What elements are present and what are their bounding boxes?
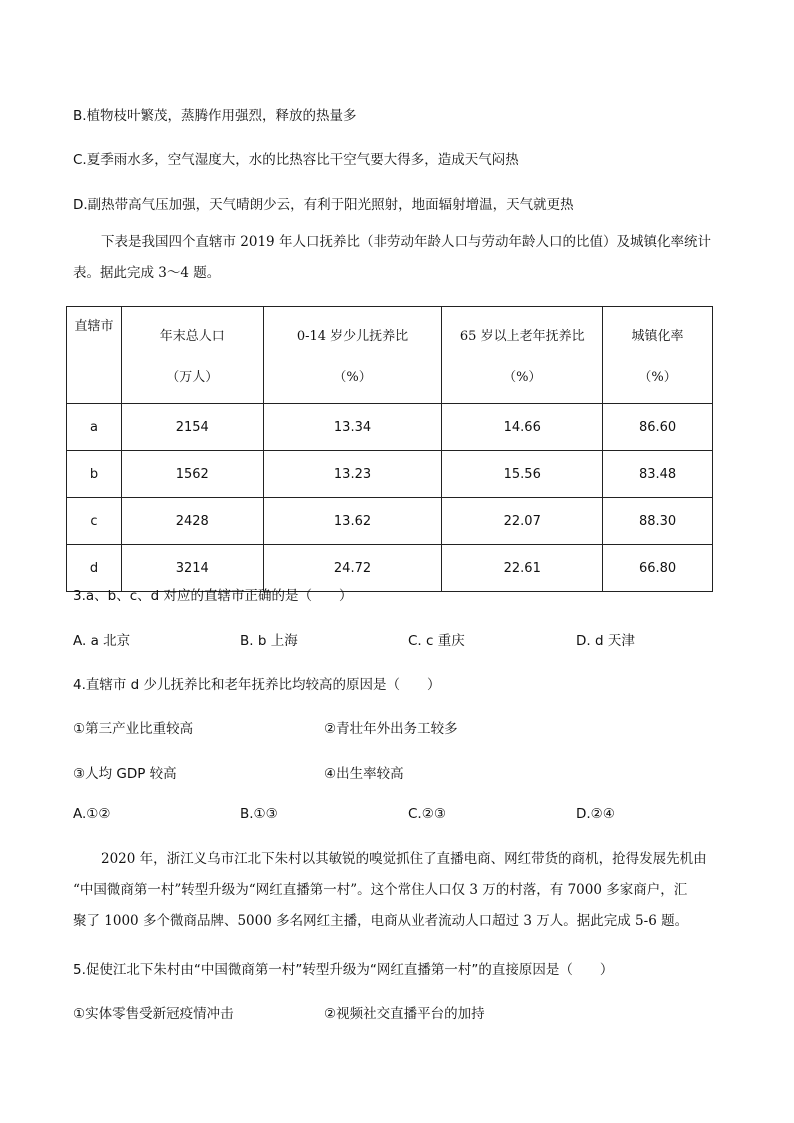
header-urbanization: 城镇化率 （%） <box>603 307 713 404</box>
cell: 86.60 <box>603 404 713 451</box>
cell: b <box>67 451 122 498</box>
q4-statement-4: ④出生率较高 <box>324 766 404 782</box>
cell: 88.30 <box>603 498 713 545</box>
q4-option-a: A.①② <box>73 806 111 822</box>
cell: 13.62 <box>263 498 442 545</box>
cell: 14.66 <box>442 404 603 451</box>
q4-statement-2: ②青壮年外出务工较多 <box>324 721 458 737</box>
cell: a <box>67 404 122 451</box>
intro-5-6-line3: 聚了 1000 多个微商品牌、5000 多名网红主播，电商从业者流动人口超过 3 万人。据此完成 5-6 题。 <box>73 913 689 929</box>
cell: 2154 <box>121 404 263 451</box>
cell: 13.23 <box>263 451 442 498</box>
q4-statement-3: ③人均 GDP 较高 <box>73 766 177 782</box>
q3-option-d: D. d 天津 <box>576 633 635 649</box>
option-b: B.植物枝叶繁茂，蒸腾作用强烈，释放的热量多 <box>73 108 357 124</box>
q4-stem: 4.直辖市 d 少儿抚养比和老年抚养比均较高的原因是（ ） <box>73 677 441 693</box>
cell: 2428 <box>121 498 263 545</box>
header-city: 直辖市 <box>67 307 122 404</box>
cell: 3214 <box>121 545 263 592</box>
cell: c <box>67 498 122 545</box>
intro-3-4-line1: 下表是我国四个直辖市 2019 年人口抚养比（非劳动年龄人口与劳动年龄人口的比值）及城镇化率统计 <box>101 234 711 250</box>
q3-option-b: B. b 上海 <box>240 633 298 649</box>
table-row <box>67 498 713 545</box>
q3-option-a: A. a 北京 <box>73 633 131 649</box>
q5-statement-2: ②视频社交直播平台的加持 <box>324 1006 485 1022</box>
cell: 22.61 <box>442 545 603 592</box>
intro-5-6-line1: 2020 年，浙江义乌市江北下朱村以其敏锐的嗅觉抓住了直播电商、网红带货的商机，抢得发展先机由 <box>101 851 707 867</box>
cell: 1562 <box>121 451 263 498</box>
table-row <box>67 404 713 451</box>
q5-stem: 5.促使江北下朱村由“中国微商第一村”转型升级为“网红直播第一村”的直接原因是（ ） <box>73 962 614 978</box>
table-header-row <box>67 307 713 404</box>
cell: 15.56 <box>442 451 603 498</box>
q4-statement-1: ①第三产业比重较高 <box>73 721 194 737</box>
q4-option-c: C.②③ <box>408 806 446 822</box>
option-d: D.副热带高气压加强，天气晴朗少云，有利于阳光照射，地面辐射增温，天气就更热 <box>73 197 574 213</box>
q4-option-d: D.②④ <box>576 806 615 822</box>
population-table <box>66 306 713 592</box>
cell: 13.34 <box>263 404 442 451</box>
cell: 24.72 <box>263 545 442 592</box>
q4-option-b: B.①③ <box>240 806 278 822</box>
header-child-ratio: 0-14 岁少儿抚养比 （%） <box>263 307 442 404</box>
cell: d <box>67 545 122 592</box>
cell: 22.07 <box>442 498 603 545</box>
option-c: C.夏季雨水多，空气湿度大，水的比热容比干空气要大得多，造成天气闷热 <box>73 152 519 168</box>
intro-5-6 <box>73 844 723 937</box>
intro-5-6-line2: “中国微商第一村”转型升级为“网红直播第一村”。这个常住人口仅 3 万的村落，有 7000 多家商户，汇 <box>73 882 688 898</box>
q3-option-c: C. c 重庆 <box>408 633 465 649</box>
cell: 83.48 <box>603 451 713 498</box>
q5-statement-1: ①实体零售受新冠疫情冲击 <box>73 1006 234 1022</box>
intro-3-4 <box>73 227 723 289</box>
cell: 66.80 <box>603 545 713 592</box>
intro-3-4-line2: 表。据此完成 3～4 题。 <box>73 265 221 281</box>
table-row <box>67 451 713 498</box>
header-population: 年末总人口 （万人） <box>121 307 263 404</box>
header-elderly-ratio: 65 岁以上老年抚养比 （%） <box>442 307 603 404</box>
q3-stem: 3.a、b、c、d 对应的直辖市正确的是（ ） <box>73 588 353 604</box>
